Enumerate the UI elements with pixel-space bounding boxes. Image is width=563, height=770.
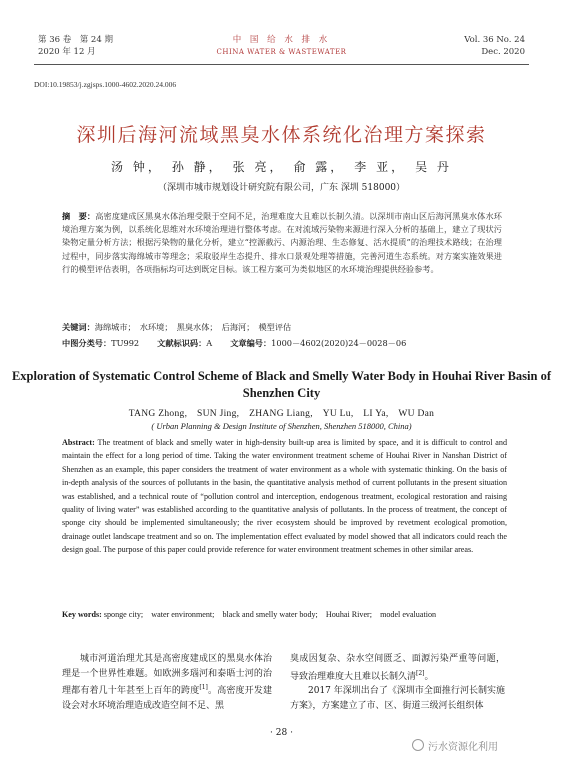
abstract-en-label: Abstract: [62, 438, 95, 447]
keywords-en [62, 608, 507, 621]
doc-code-label: 文献标识码： [157, 338, 207, 348]
authors-en: TANG Zhong, SUN Jing, ZHANG Liang, YU Lu, LI Ya, WU Dan [128, 409, 435, 419]
watermark-text: 污水资源化利用 [428, 742, 498, 753]
header-volume-en: Vol. 36 No. 24 [464, 35, 525, 45]
clc-value: TU992 [111, 338, 140, 348]
clc-label: 中图分类号： [62, 338, 112, 348]
header-divider [34, 64, 529, 65]
keywords-en-label: Key words: [62, 610, 102, 619]
header-date: 2020 年 12 月 [38, 47, 96, 57]
abstract-cn [62, 210, 502, 276]
body-column-left [62, 652, 272, 713]
header-date-en: Dec. 2020 [481, 47, 525, 57]
classification-cn [62, 338, 502, 349]
body-column-right [290, 652, 505, 713]
abstract-en-text: The treatment of black and smelly water in high-density built-up area is limited by space, and it is difficult to control and maintain the effect for a long period of time. Taking the water environment treatment scheme of Houhai River in Nanshan District of Shenzhen as an example, this paper considers the treatment of water environment as a whole with systematic thinking. On the basis of in-depth analysis of the sources of pollutants in the basin, the quantitative analysis method of current pollutants in the present situation was established, and a technical route of “pollution control and interception, endogenous treatment, ecological restoration and raising quality of living water” was established according to the quantitative analysis of pollutants. In the process of treatment, the concept of sponge city should be implemented simultaneously; the river ecosystem should be improved by revetment ecological promotion, drainage outlet landscape treatment and so on. The implementation effect evaluated by model showed that all indicators could reach the design goal. The purpose of this paper could provide reference for water environment treatment schemes in other similar areas. [62, 438, 507, 555]
abstract-en [62, 436, 507, 557]
page-number: · 28 · [270, 728, 293, 738]
article-no-label: 文章编号： [230, 338, 272, 348]
title-cn: 深圳后海河流域黑臭水体系统化治理方案探索 [76, 124, 487, 146]
affiliation-en: ( Urban Planning & Design Institute of Shenzhen, Shenzhen 518000, China) [151, 421, 412, 431]
article-no-value: 1000－4602(2020)24－0028－06 [271, 338, 407, 348]
affiliation-cn: （深圳市城市规划设计研究院有限公司，广东 深圳 518000） [157, 183, 406, 193]
title-en: Exploration of Systematic Control Scheme of Black and Smelly Water Body in Houhai River Basin of Shenzhen City [11, 369, 552, 400]
header-issue-info-en [464, 34, 525, 58]
body-right-paragraph-2: 2017 年深圳出台了《深圳市全面推行河长制实施方案》，方案建立了市、区、街道三级河长组织体 [290, 686, 505, 711]
journal-name-cn: 中 国 给 水 排 水 [232, 35, 331, 45]
keywords-cn [62, 322, 502, 333]
citation-2: [2] [416, 669, 425, 677]
abstract-cn-label: 摘 要： [62, 211, 96, 221]
keywords-cn-label: 关键词： [62, 322, 95, 332]
journal-name-en: CHINA WATER & WASTEWATER [216, 48, 347, 56]
body-right-text: 臭成因复杂、杂水空间匮乏、面源污染严重等问题，导致治理难度大且难以长制久清 [290, 654, 505, 682]
doc-code-value: A [206, 338, 213, 348]
doi: DOI:10.19853/j.zgjsps.1000-4602.2020.24.006 [34, 80, 177, 89]
header-volume: 第 36 卷 第 24 期 [38, 35, 113, 45]
abstract-cn-text: 高密度建成区黑臭水体治理受限于空间不足，治理难度大且难以长制久清。以深圳市南山区后海河黑臭水体水环境治理方案为例，以系统化思维对水环境治理进行整体考虑。在对流域污染物来源进行深入分析的基础上，建立了现状污染物定量分析方法；根据污染物的量化分析，建立“控源截污、内源治理、生态修复、活水提质”的治理技术路线；在治理过程中，同步落实海绵城市等理念；采取驳岸生态提升、排水口景观处理等措施，完善河道生态系统。对方案实施效果进行的模型评估表明，各项指标均可达到既定目标。该工程方案可为类似地区的水环境治理提供经验参考。 [62, 211, 502, 274]
body-left-text: 城市河道治理尤其是高密度建成区的黑臭水体治理是一个世界性难题。如欧洲多瑙河和泰晤士河的治理都有着几十年甚至上百年的跨度 [62, 654, 272, 696]
keywords-cn-text: 海绵城市； 水环境； 黑臭水体； 后海河； 模型评估 [94, 322, 292, 332]
body-right-text-2: 。 [424, 671, 434, 682]
keywords-en-text: sponge city; water environment; black and smelly water body; Houhai River; model evaluation [103, 610, 437, 619]
wechat-icon [412, 739, 424, 751]
citation-1: [1] [199, 684, 208, 691]
body-left-text-2: 。高密度开发建设会对水环境治理造成改造空间不足、黑 [62, 686, 272, 711]
authors-cn: 汤 钟， 孙 静， 张 亮， 俞 露， 李 亚， 吴 丹 [111, 160, 452, 174]
